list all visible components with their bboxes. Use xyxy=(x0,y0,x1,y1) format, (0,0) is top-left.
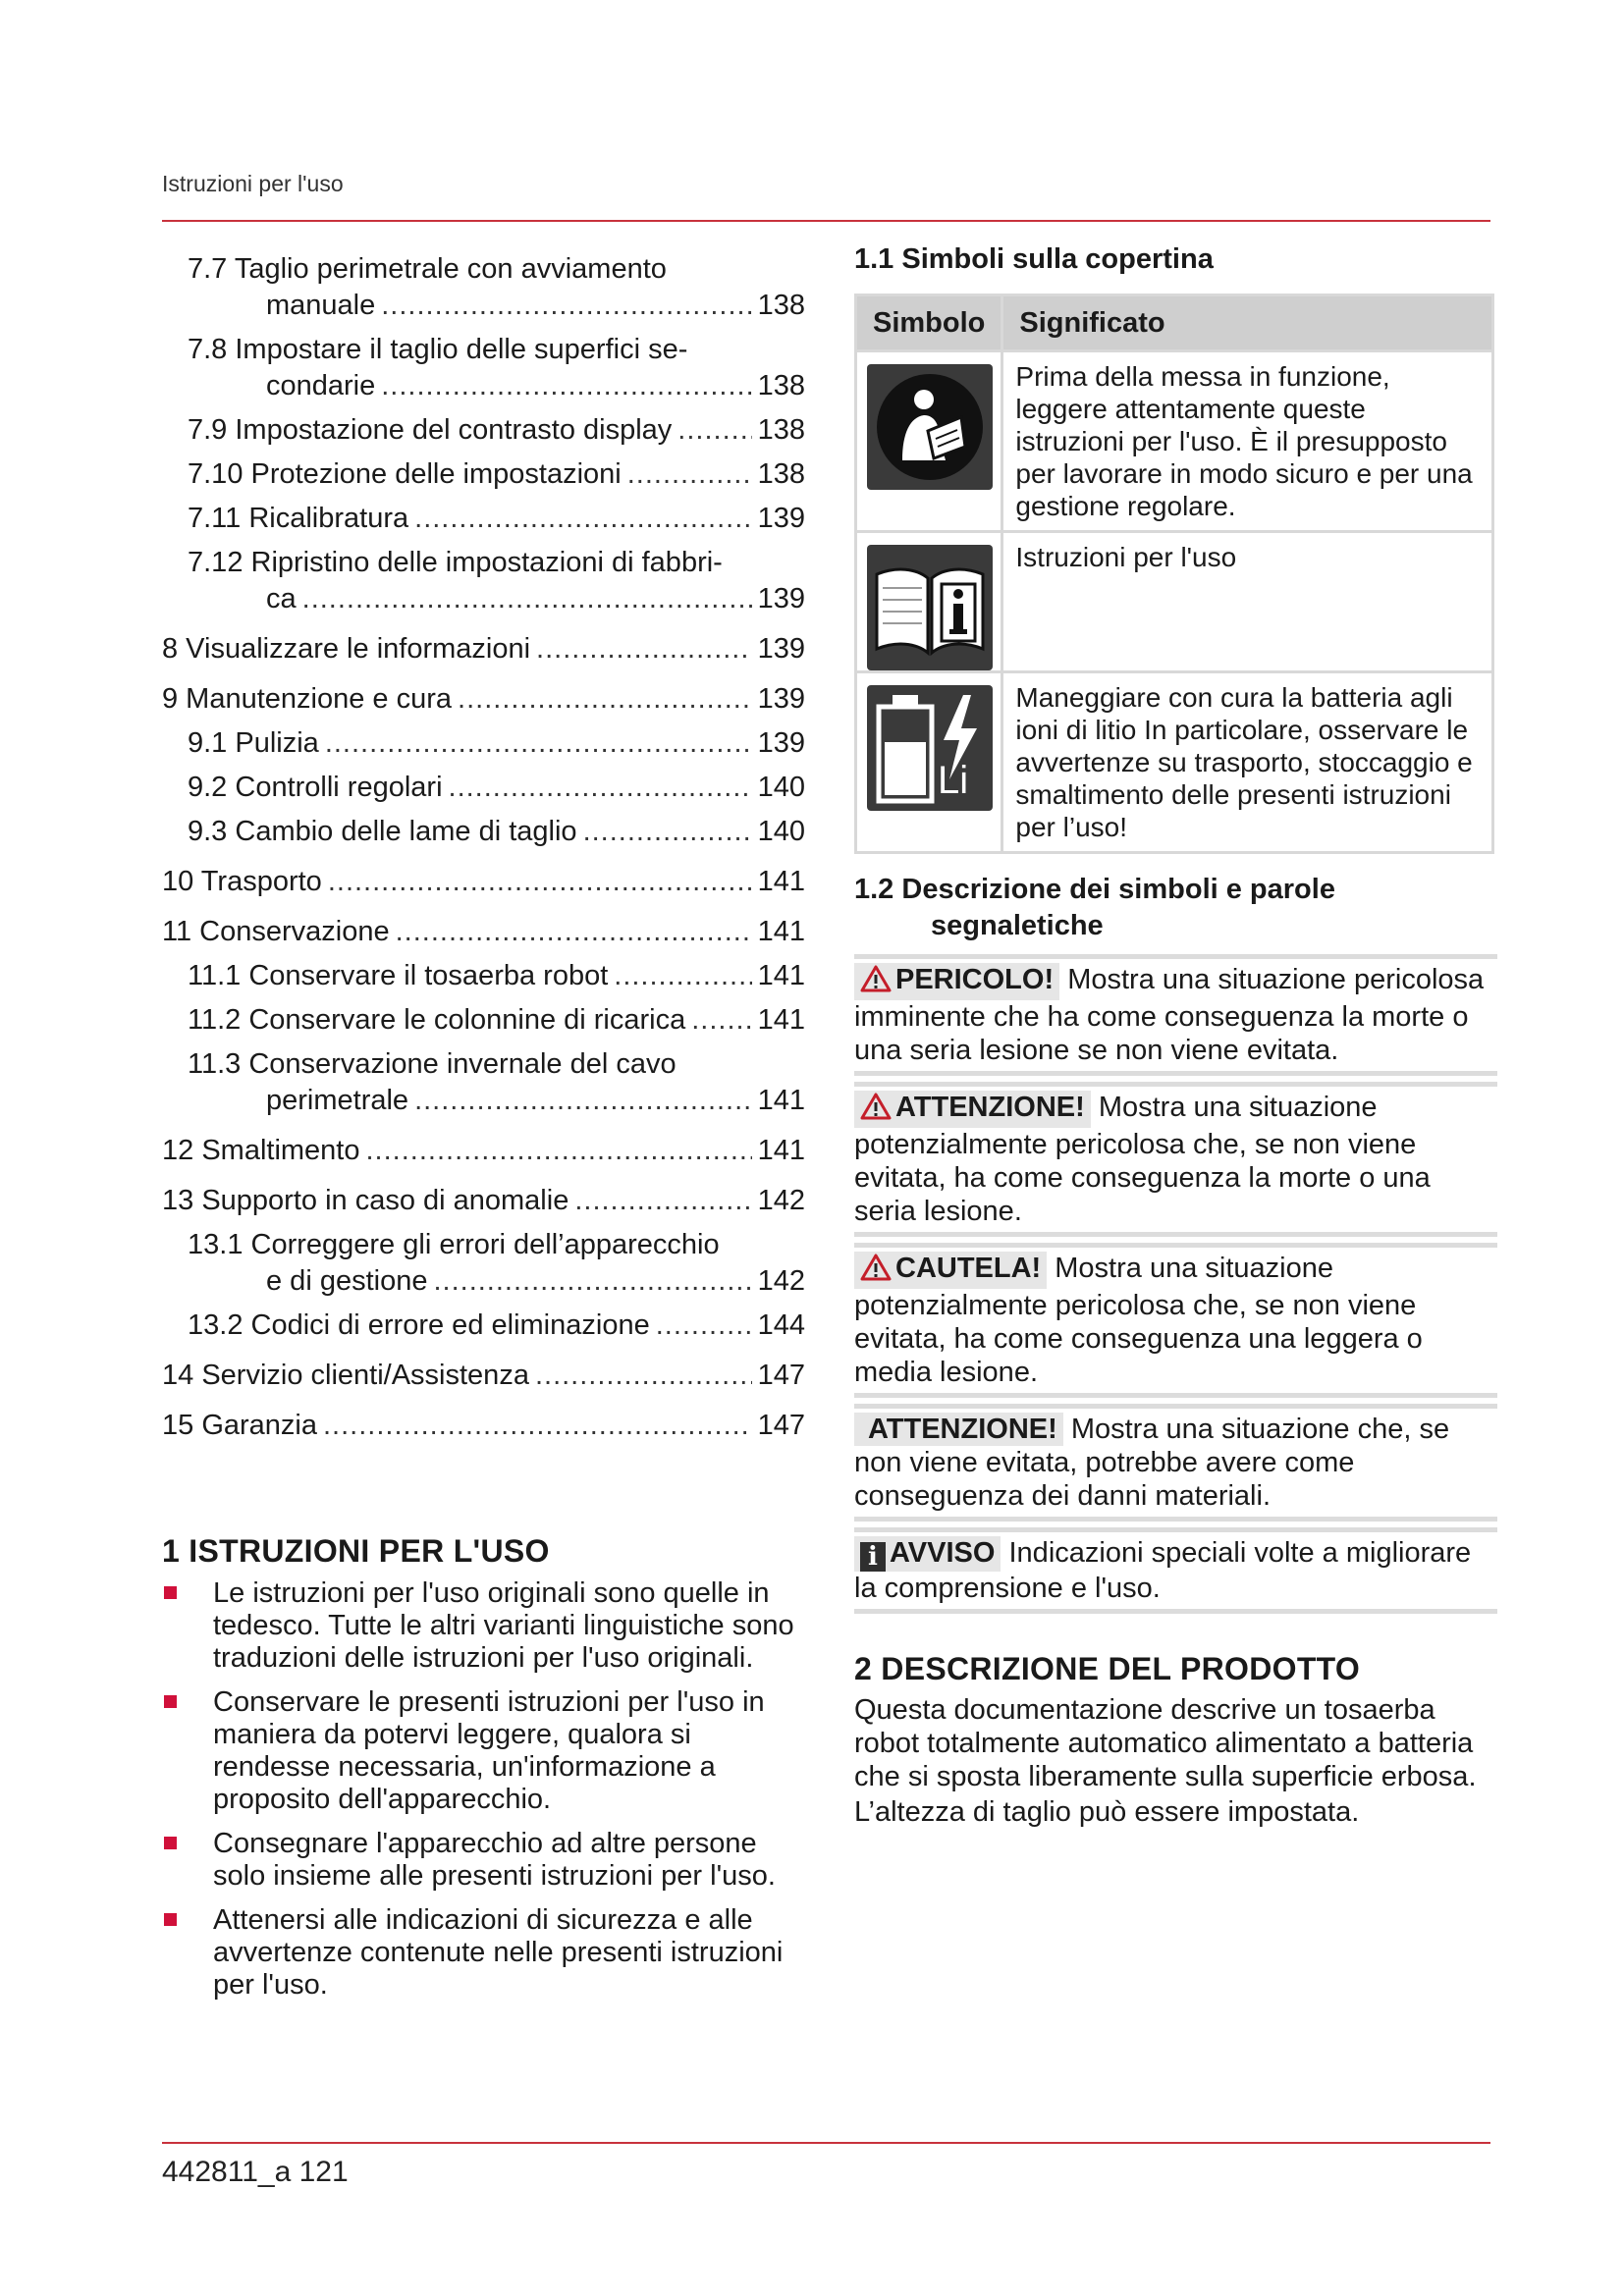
toc-entry[interactable]: 9.1 Pulizia ..... 139 xyxy=(162,725,805,762)
toc-entry[interactable]: 9 Manutenzione e cura ..... 139 xyxy=(162,681,805,718)
signal-label: CAUTELA! xyxy=(854,1252,1047,1289)
toc-entry[interactable]: 13.1 Correggere gli errori dell’apparecchio e di gestione ..... 142 xyxy=(162,1227,805,1300)
signal-caution: CAUTELA! Mostra una situazione potenzialmente pericolosa che, se non viene evitata, ha come conseguenza una leggera o media lesione. xyxy=(854,1243,1497,1398)
toc-entry[interactable]: 9.2 Controlli regolari ..... 140 xyxy=(162,770,805,806)
bullet-square-icon xyxy=(164,1913,177,1926)
bullet-square-icon xyxy=(164,1837,177,1849)
list-item: Attenersi alle indicazioni di sicurezza e alle avvertenze contenute nelle presenti istruzioni per l'uso. xyxy=(162,1904,805,2002)
symbols-table xyxy=(854,294,1494,854)
table-of-contents xyxy=(162,251,805,1452)
table-header-symbol: Simbolo xyxy=(856,295,1002,351)
signal-danger: PERICOLO! Mostra una situazione pericolosa imminente che ha come conseguenza la morte o una seria lesione se non viene evitata. xyxy=(854,954,1497,1076)
lithium-battery-icon xyxy=(867,685,993,811)
toc-entry[interactable]: 7.12 Ripristino delle impostazioni di fabbri- ca ..... 139 xyxy=(162,545,805,617)
toc-entry[interactable]: 14 Servizio clienti/Assistenza ..... 147 xyxy=(162,1358,805,1394)
subsection-heading: 1.1 Simboli sulla copertina xyxy=(854,243,1214,275)
running-header: Istruzioni per l'uso xyxy=(162,171,344,196)
warning-triangle-icon xyxy=(860,1093,892,1128)
toc-entry[interactable]: 10 Trasporto ..... 141 xyxy=(162,864,805,900)
toc-entry[interactable]: 9.3 Cambio delle lame di taglio ..... 140 xyxy=(162,814,805,850)
toc-entry[interactable]: 12 Smaltimento ..... 141 xyxy=(162,1133,805,1169)
signal-label: ATTENZIONE! xyxy=(854,1413,1063,1446)
right-column xyxy=(854,243,1497,1829)
toc-entry[interactable]: 11.2 Conservare le colonnine di ricarica ..... 141 xyxy=(162,1002,805,1039)
signal-info: i AVVISO Indicazioni speciali volte a migliorare la comprensione e l'uso. xyxy=(854,1527,1497,1614)
table-cell: Istruzioni per l'uso xyxy=(1002,532,1493,672)
toc-entry[interactable]: 13.2 Codici di errore ed eliminazione ..... 144 xyxy=(162,1308,805,1344)
signal-notice: ATTENZIONE! Mostra una situazione che, se non viene evitata, potrebbe avere come conseguenza dei danni materiali. xyxy=(854,1404,1497,1522)
warning-triangle-icon xyxy=(860,965,892,1000)
info-square-icon: i xyxy=(860,1542,886,1572)
paragraph: L’altezza di taglio può essere impostata. xyxy=(854,1796,1360,1828)
signal-label: i AVVISO xyxy=(854,1536,1001,1572)
toc-entry[interactable]: 11.3 Conservazione invernale del cavo perimetrale ..... 141 xyxy=(162,1046,805,1119)
toc-entry[interactable]: 13 Supporto in caso di anomalie ..... 142 xyxy=(162,1183,805,1219)
table-header-meaning: Significato xyxy=(1002,295,1493,351)
table-cell: Prima della messa in funzione, leggere attentamente queste istruzioni per l'uso. È il presupposto per lavorare in modo sicuro e per una gestione regolare. xyxy=(1002,351,1493,532)
page-number: 442811_a 121 xyxy=(162,2156,349,2188)
signal-label: PERICOLO! xyxy=(854,963,1059,1000)
warning-triangle-icon xyxy=(860,1254,892,1289)
toc-entry[interactable]: 7.9 Impostazione del contrasto display ..... 138 xyxy=(162,412,805,449)
manual-info-icon xyxy=(867,545,993,670)
list-item: Consegnare l'apparecchio ad altre persone solo insieme alle presenti istruzioni per l'uso. xyxy=(162,1828,805,1893)
footer-rule xyxy=(162,2142,1490,2144)
table-cell: Maneggiare con cura la batteria agli ioni di litio In particolare, osservare le avvertenze su trasporto, stoccaggio e smaltimento delle presenti istruzioni per l’uso! xyxy=(1002,672,1493,853)
toc-entry[interactable]: 7.7 Taglio perimetrale con avviamento manuale ..... 138 xyxy=(162,251,805,324)
toc-entry[interactable]: 8 Visualizzare le informazioni ..... 139 xyxy=(162,631,805,667)
section-signal-words xyxy=(854,872,1497,1614)
section-heading: 1 ISTRUZIONI PER L'USO xyxy=(162,1533,550,1569)
toc-entry[interactable]: 7.10 Protezione delle impostazioni ..... 138 xyxy=(162,456,805,493)
section-product-description xyxy=(854,1651,1497,1829)
bullet-square-icon xyxy=(164,1586,177,1599)
list-item: Conservare le presenti istruzioni per l'uso in maniera da potervi leggere, qualora si rendesse necessaria, un'informazione a proposito dell'apparecchio. xyxy=(162,1686,805,1816)
table-row xyxy=(856,672,1493,853)
table-row xyxy=(856,532,1493,672)
section-heading: 2 DESCRIZIONE DEL PRODOTTO xyxy=(854,1651,1361,1686)
subsection-heading: 1.2 Descrizione dei simboli e parole segnaletiche xyxy=(854,874,1335,941)
toc-entry[interactable]: 11.1 Conservare il tosaerba robot ..... 141 xyxy=(162,958,805,994)
bullet-square-icon xyxy=(164,1695,177,1708)
paragraph: Questa documentazione descrive un tosaerba robot totalmente automatico alimentato a batteria che si sposta liberamente sulla superficie erbosa. xyxy=(854,1694,1477,1792)
section-instructions xyxy=(162,1533,805,2013)
toc-entry[interactable]: 7.11 Ricalibratura ..... 139 xyxy=(162,501,805,537)
battery-li-label: Li xyxy=(938,759,969,802)
signal-label: ATTENZIONE! xyxy=(854,1091,1091,1128)
toc-entry[interactable]: 7.8 Impostare il taglio delle superfici se- condarie ..... 138 xyxy=(162,332,805,404)
toc-entry[interactable]: 11 Conservazione ..... 141 xyxy=(162,914,805,950)
read-manual-icon xyxy=(867,364,993,490)
table-row xyxy=(856,351,1493,532)
header-rule xyxy=(162,220,1490,222)
toc-entry[interactable]: 15 Garanzia ..... 147 xyxy=(162,1408,805,1444)
signal-warning: ATTENZIONE! Mostra una situazione potenzialmente pericolosa che, se non viene evitata, ha come conseguenza la morte o una seria lesione. xyxy=(854,1082,1497,1237)
list-item: Le istruzioni per l'uso originali sono quelle in tedesco. Tutte le altri varianti linguistiche sono traduzioni delle istruzioni per l'uso originali. xyxy=(162,1577,805,1675)
bullet-list xyxy=(162,1577,805,2002)
